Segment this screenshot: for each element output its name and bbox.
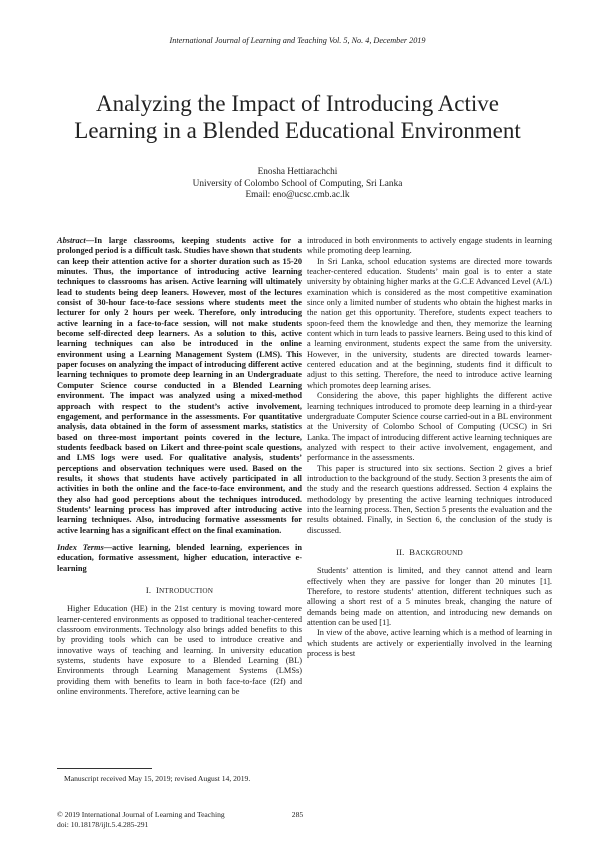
paper-title — [40, 90, 555, 144]
footnote-divider — [57, 768, 152, 769]
index-terms — [57, 543, 302, 574]
section-heading-background: II. BACKGROUND — [396, 546, 463, 557]
intro-paragraph-continued: introduced in both environments to actively engage students in learning while promoting deep learning. — [307, 236, 552, 256]
footer-copyright: © 2019 International Journal of Learning and Teaching — [57, 810, 225, 819]
abstract-label: Abstract — [57, 236, 86, 245]
abstract — [57, 236, 302, 536]
footer-doi: doi: 10.18178/ijlt.5.4.285-291 — [57, 819, 149, 829]
intro-paragraph: Higher Education (HE) in the 21st century is moving toward more learner-centered environments as opposed to traditional teacher-centered classroom environments. Technology also brings added benefits to this by providing tools which can be used to introduce creative and innovative ways of teaching and learning. In university education systems, students have exposure to a Blended Learning (BL) Environments through Learning Management Systems (LMSs) providing them with benefits to learn in both face-to-face (f2f) and online environments. Therefore, active learning can be — [57, 604, 302, 697]
title-line-2: Learning in a Blended Educational Environment — [74, 118, 521, 143]
author-name: Enosha Hettiarachchi — [257, 167, 338, 177]
paragraph-structure: This paper is structured into six sections. Section 2 gives a brief introduction to the background of the study. Section 3 presents the aim of the study and the research questions addressed. Section 4 explains the methodology by presenting the active learning techniques introduced into the learning process. Then, Section 5 presents the evaluation and the results obtained. Finally, in Section 6, the conclusion of the study is discussed. — [307, 463, 552, 535]
page-number: 285 — [291, 810, 304, 819]
right-column — [307, 236, 552, 659]
paragraph-considering: Considering the above, this paper highlights the different active learning techniques introduced to promote deep learning in a third-year undergraduate Computer Science course carried-out in a BL environment at the University of Colombo School of Computing (UCSC) in Sri Lanka. The impact of introducing different active learning techniques are analyzed with respect to their active involvement, engagement, and performance in the assessments. — [307, 391, 552, 463]
author-affiliation: University of Colombo School of Computing, Sri Lanka — [192, 178, 403, 189]
author-email: Email: eno@ucsc.cmb.ac.lk — [245, 190, 350, 200]
index-terms-label: Index Terms — [57, 542, 104, 552]
title-line-1: Analyzing the Impact of Introducing Active — [95, 91, 500, 116]
background-paragraph-2: In view of the above, active learning which is a method of learning in which students are actively or experientially involved in the learning process is best — [307, 628, 552, 659]
author-block — [0, 167, 595, 202]
paragraph-sri-lanka: In Sri Lanka, school education systems are directed more towards teacher-centered education. Students’ main goal is to enter a state university by obtaining higher marks at the G.C.E Advanced Level (A/L) examination which is considered as the most competitive examination since only a limited number of students who obtain the highest marks in the nation get this opportunity. Therefore, students expect teachers to spoon-feed them the knowledge and then, they memorize the learning content which in turn leads to passive learners. Being used to this kind of a learning environment, students expect the same from the university. However, in the university, students are directed towards learner-centered education and at the beginning, students find it difficult to adjust to this setting. Therefore, the need to introduce active learning which promotes deep learning arises. — [307, 256, 552, 390]
left-column — [57, 236, 302, 697]
index-terms-text: —active learning, blended learning, experiences in education, formative assessment, higher education, interactive e-learning — [57, 542, 302, 573]
section-heading-introduction: I. INTRODUCTION — [145, 585, 214, 595]
footnote: Manuscript received May 15, 2019; revised August 14, 2019. — [64, 774, 251, 783]
background-paragraph-1: Students’ attention is limited, and they cannot attend and learn effectively when they are passive for longer than 20 minutes [1]. Therefore, to restore students’ attention, different techniques such as allowing a short rest of a 5 minutes break, changing the nature of demands being made on attention, and introducing new demands on attention can be used [1]. — [307, 566, 552, 628]
running-head: International Journal of Learning and Teaching Vol. 5, No. 4, December 2019 — [169, 36, 426, 45]
abstract-text: —In large classrooms, keeping students active for a prolonged period is a difficult task. Studies have shown that students can keep their attention active for a shorter duration such as 15-20 minutes. Thus, the importance of introducing active learning techniques to classrooms has arisen. Active learning will ultimately lead to students being deep leaners. However, most of the lectures consist of 30-hour face-to-face sessions where students meet the lecturer for only 2 hours per week. Therefore, only introducing active learning in a face-to-face session, will not make students become self-directed deep learners. As a solution to this, active learning techniques can also be introduced in the online environment using a Learning Management System (LMS). This paper focuses on analyzing the impact of introducing different active learning techniques to promote deep learning in an Undergraduate Computer Science course conducted in a Blended Learning environment. The impact was analyzed using a mixed-method approach with respect to the student’s active involvement, engagement, and performance in the assessments. For quantitative analysis, data obtained in the form of assessment marks, statistics based on three-most important points covered in the lecture, students feedback based on Likert and three-point scale questions, and LMS logs were used. For qualitative analysis, students’ perceptions and observation techniques were used. Based on the results, it shows that students have actively participated in all activities in both the online and the face-to-face environment, and they also had good perceptions about the techniques introduced. Students’ learning process has improved after introducing active learning techniques. Also, introducing formative assessments for active learning has a significant effect on the final examination. — [57, 236, 302, 535]
